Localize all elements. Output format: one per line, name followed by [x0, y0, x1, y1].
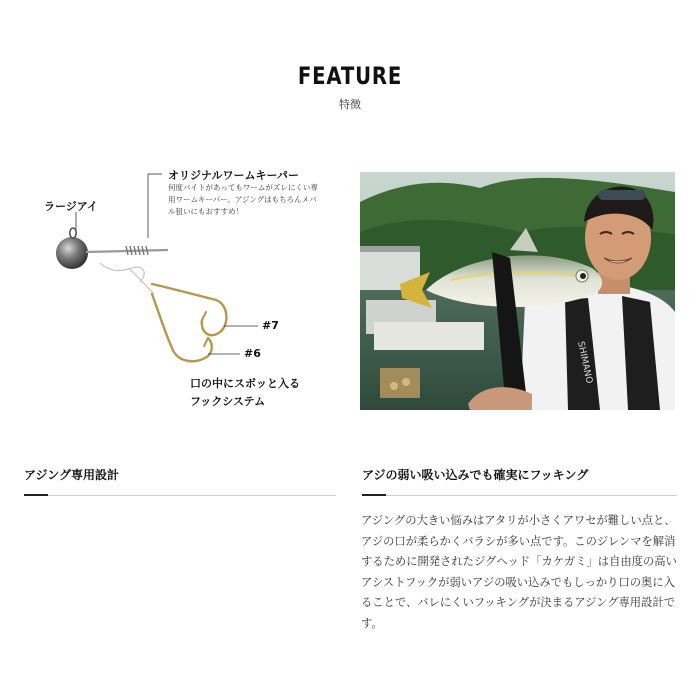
hook-system-label-line2: フックシステム [190, 395, 266, 408]
worm-keeper-label: オリジナルワームキーパー [168, 169, 299, 182]
vest-brand-text: SHIMANO [575, 340, 594, 385]
right-section-accent-bar [362, 494, 386, 496]
left-section-title: アジング専用設計 [24, 468, 119, 482]
right-section-body: アジングの大きい悩みはアタリが小さくアワセが難しい点と、アジの口が柔らかくバラシが多い点です。このジレンマを解消するために開発されたジグヘッド「カケガミ」は自由度の高いアシストフックが弱いアジの吸い込みでもしっかり口の奥に入ることで、バレにくいフッキングが決まるアジング専用設計です。 [361, 514, 677, 630]
left-section-accent-bar [24, 494, 48, 496]
right-section-title: アジの弱い吸い込みでも確実にフッキング [362, 468, 589, 482]
left-section-divider [24, 495, 336, 496]
angler-photo [360, 172, 675, 410]
worm-keeper-description: 何度バイトがあってもワームがズレにくい専用ワームキーパー。アジングはもちろんメバル狙いにもおすすめ！ [168, 183, 318, 216]
right-section-divider [362, 495, 677, 496]
feature-title: FEATURE [297, 62, 403, 90]
hook-system-label-line1: 口の中にスボッと入る [190, 377, 300, 390]
product-diagram [40, 160, 340, 420]
large-eye-label: ラージアイ [44, 200, 98, 213]
feature-subtitle: 特徴 [339, 98, 361, 111]
lead-head [56, 237, 88, 269]
hook-6-label: #6 [244, 347, 261, 360]
hook-7-label: #7 [262, 319, 279, 332]
